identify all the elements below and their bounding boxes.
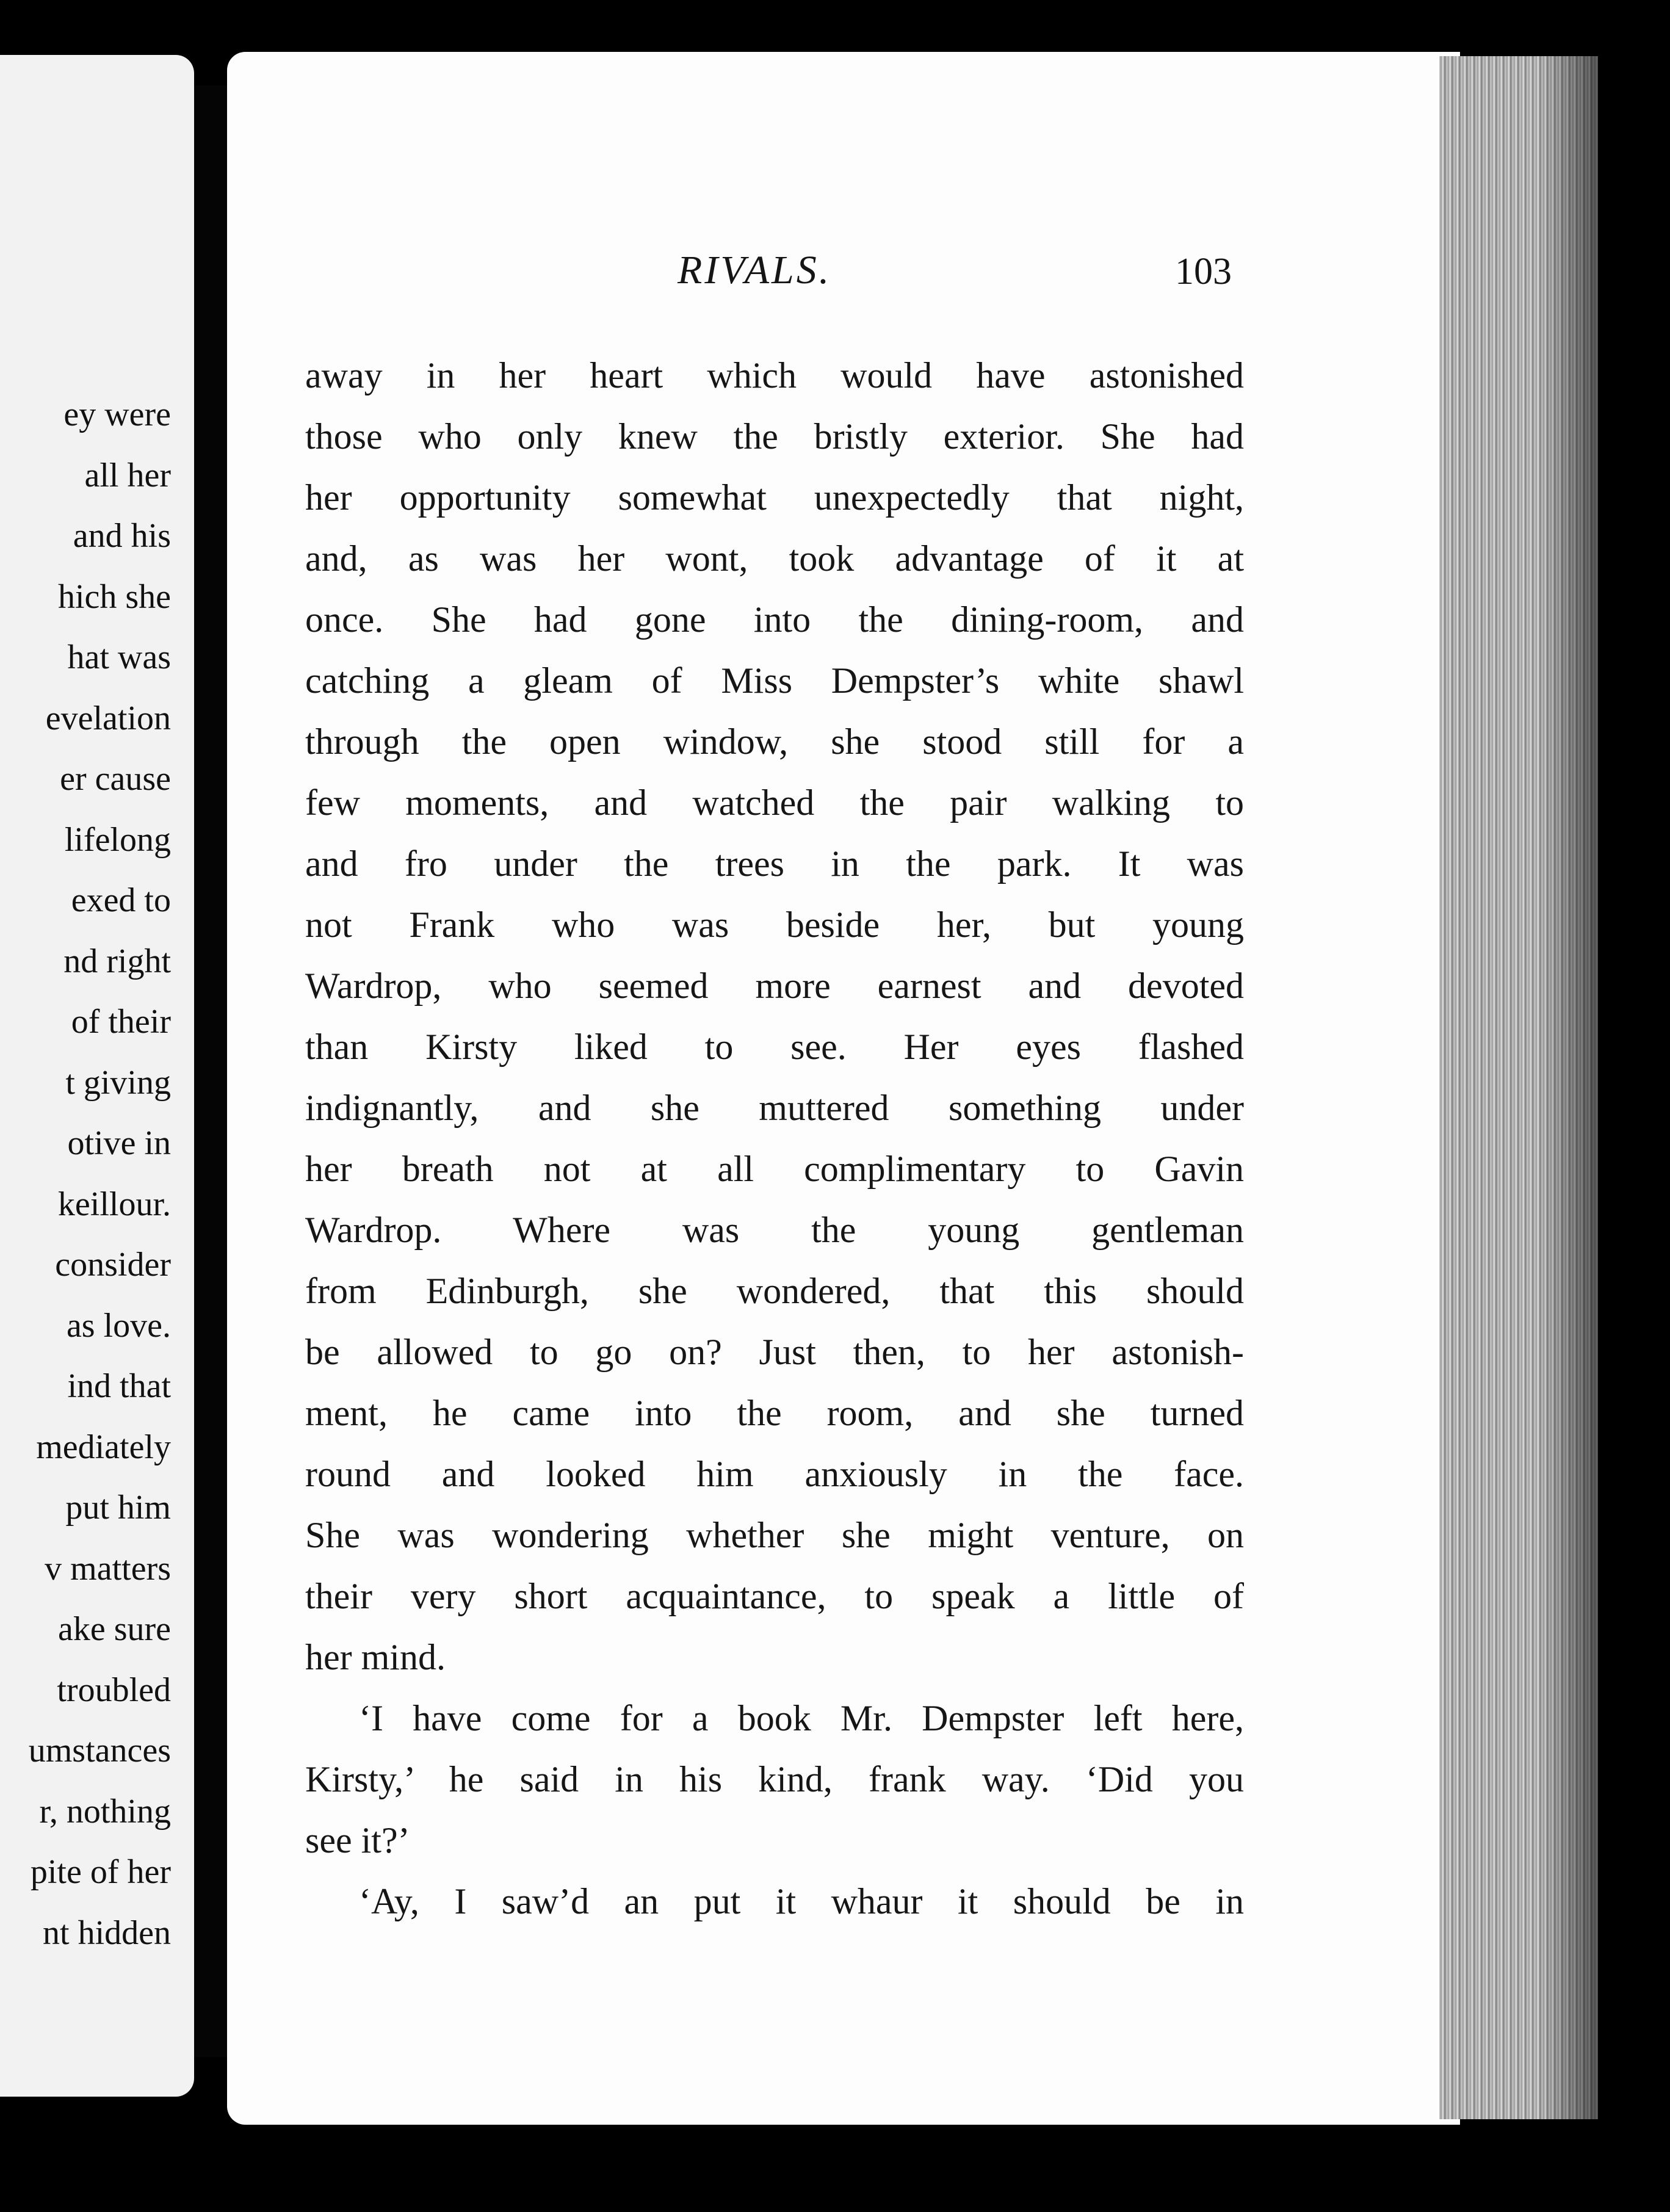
- left-line: pite of her: [30, 1853, 171, 1891]
- text-line: and fro under the trees in the park. It was: [305, 844, 1244, 884]
- left-line: hich she: [57, 577, 171, 616]
- left-line: mediately: [36, 1428, 171, 1466]
- text-line: She was wondering whether she might venture, on: [305, 1515, 1244, 1555]
- page-fore-edge-shadow: [1538, 56, 1598, 2119]
- left-line: ake sure: [57, 1610, 171, 1648]
- text-line: through the open window, she stood still for a: [305, 721, 1244, 762]
- text-line: Kirsty,’ he said in his kind, frank way. ‘Did you: [305, 1759, 1244, 1799]
- text-line: their very short acquaintance, to speak a little of: [305, 1576, 1244, 1616]
- left-line: keillour.: [57, 1185, 171, 1223]
- text-line: ‘Ay, I saw’d an put it whaur it should be in: [359, 1881, 1244, 1921]
- running-head: RIVALS.: [678, 248, 832, 292]
- text-line: Wardrop, who seemed more earnest and devoted: [305, 966, 1244, 1006]
- left-line: nt hidden: [43, 1914, 171, 1952]
- left-line: nd right: [63, 942, 171, 980]
- text-line: and, as was her wont, took advantage of it at: [305, 538, 1244, 579]
- text-line: indignantly, and she muttered something under: [305, 1088, 1244, 1128]
- page-number: 103: [1175, 251, 1232, 292]
- text-line: be allowed to go on? Just then, to her astonish-: [305, 1332, 1244, 1372]
- left-line: consider: [55, 1246, 171, 1284]
- text-line: away in her heart which would have astonished: [305, 355, 1244, 396]
- left-line: hat was: [67, 638, 171, 676]
- left-line: ey were: [63, 396, 171, 433]
- text-line: Wardrop. Where was the young gentleman: [305, 1210, 1244, 1250]
- left-line: v matters: [45, 1549, 171, 1588]
- text-line: once. She had gone into the dining-room, and: [305, 599, 1244, 640]
- left-page: [0, 55, 194, 2097]
- left-line: umstances: [28, 1732, 171, 1769]
- text-line: not Frank who was beside her, but young: [305, 905, 1244, 945]
- left-line: put him: [65, 1489, 171, 1527]
- left-line: er cause: [60, 760, 171, 798]
- left-line: lifelong: [64, 820, 171, 859]
- text-line: those who only knew the bristly exterior. She had: [305, 416, 1244, 457]
- left-page-text: [0, 385, 171, 1964]
- left-line: exed to: [71, 881, 171, 919]
- left-line: r, nothing: [39, 1792, 171, 1831]
- left-line: of their: [71, 1003, 171, 1041]
- text-line: her opportunity somewhat unexpectedly that night,: [305, 477, 1244, 518]
- left-line: t giving: [65, 1063, 171, 1102]
- left-line: all her: [84, 456, 171, 494]
- text-line: than Kirsty liked to see. Her eyes flashed: [305, 1027, 1244, 1067]
- body-text: [305, 345, 1244, 1932]
- text-line: ment, he came into the room, and she turned: [305, 1393, 1244, 1433]
- text-line: her mind.: [305, 1637, 446, 1677]
- left-line: as love.: [66, 1306, 171, 1345]
- text-line: her breath not at all complimentary to Gavin: [305, 1149, 1244, 1189]
- text-line: round and looked him anxiously in the face.: [305, 1454, 1244, 1494]
- left-line: ind that: [67, 1367, 171, 1405]
- left-line: and his: [73, 517, 171, 555]
- left-line: otive in: [67, 1124, 171, 1162]
- text-line: see it?’: [305, 1820, 410, 1860]
- text-line: few moments, and watched the pair walking to: [305, 783, 1244, 823]
- left-line: evelation: [45, 699, 171, 737]
- text-line: ‘I have come for a book Mr. Dempster left here,: [359, 1698, 1244, 1738]
- left-line: troubled: [57, 1671, 171, 1709]
- text-line: from Edinburgh, she wondered, that this should: [305, 1271, 1244, 1311]
- text-line: catching a gleam of Miss Dempster’s white shawl: [305, 660, 1244, 701]
